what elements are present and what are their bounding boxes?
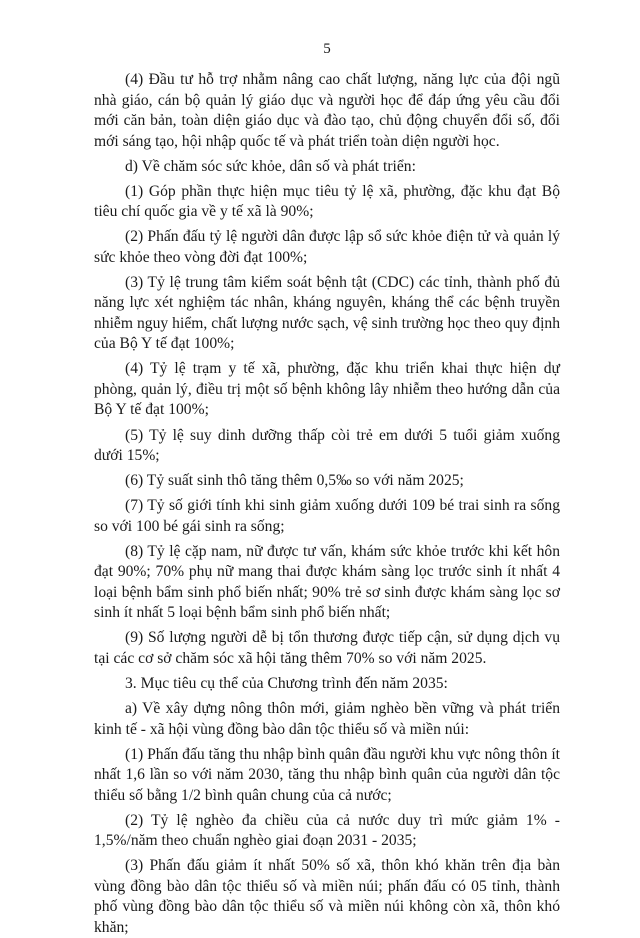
page-number: 5: [323, 41, 331, 57]
paragraph-d2: (2) Phấn đấu tỷ lệ người dân được lập sổ sức khỏe điện tử và quản lý sức khỏe theo vòng đời đạt 100%;: [94, 228, 560, 266]
paragraph-4-teacher-investment: (4) Đầu tư hỗ trợ nhằm nâng cao chất lượng, năng lực của đội ngũ nhà giáo, cán bộ quản lý giáo dục và người học để đáp ứng yêu cầu đổi mới căn bản, toàn diện giáo dục và đào tạo, chủ động chuyển đổi số, đổi mới sáng tạo, hội nhập quốc tế và phát triển toàn diện người học.: [94, 71, 560, 150]
paragraph-a3: (3) Phấn đấu giảm ít nhất 50% số xã, thôn khó khăn trên địa bàn vùng đồng bào dân tộc thiểu số và miền núi; phấn đấu có 05 tỉnh, thành phố vùng đồng bào dân tộc thiểu số và miền núi không còn xã, thôn khó khăn;: [94, 857, 560, 936]
section-a-heading: a) Về xây dựng nông thôn mới, giảm nghèo bền vững và phát triển kinh tế - xã hội vùng đồng bào dân tộc thiểu số và miền núi:: [94, 700, 560, 738]
paragraph-d8: (8) Tỷ lệ cặp nam, nữ được tư vấn, khám sức khỏe trước khi kết hôn đạt 90%; 70% phụ nữ mang thai được khám sàng lọc trước sinh ít nhất 4 loại bệnh bẩm sinh phổ biến nhất; 90% trẻ sơ sinh được khám sàng lọc sơ sinh ít nhất 5 loại bệnh bẩm sinh phổ biến nhất;: [94, 542, 560, 622]
paragraph-d3: (3) Tỷ lệ trung tâm kiểm soát bệnh tật (CDC) các tỉnh, thành phố đủ năng lực xét nghiệm tác nhân, kháng nguyên, kháng thể các bệnh truyền nhiễm nguy hiểm, chất lượng nước sạch, vệ sinh trường học theo quy định của Bộ Y tế đạt 100%;: [94, 273, 560, 353]
paragraph-a1: (1) Phấn đấu tăng thu nhập bình quân đầu người khu vực nông thôn ít nhất 1,6 lần so với năm 2030, tăng thu nhập bình quân của người dân tộc thiểu số bằng 1/2 bình quân chung của cả nước;: [94, 745, 560, 804]
paragraph-d7: (7) Tỷ số giới tính khi sinh giảm xuống dưới 109 bé trai sinh ra sống so với 100 bé gái sinh ra sống;: [94, 497, 560, 535]
section-3-heading: 3. Mục tiêu cụ thể của Chương trình đến năm 2035:: [125, 675, 448, 693]
paragraph-d9: (9) Số lượng người dễ bị tổn thương được tiếp cận, sử dụng dịch vụ tại các cơ sở chăm sóc xã hội tăng thêm 70% so với năm 2025.: [94, 629, 560, 667]
document-body: [94, 70, 560, 938]
paragraph-d6: (6) Tỷ suất sinh thô tăng thêm 0,5‰ so với năm 2025;: [125, 472, 464, 490]
paragraph-a2: (2) Tỷ lệ nghèo đa chiều của cả nước duy trì mức giảm 1% - 1,5%/năm theo chuẩn nghèo giai đoạn 2031 - 2035;: [94, 811, 560, 850]
paragraph-d1: (1) Góp phần thực hiện mục tiêu tỷ lệ xã, phường, đặc khu đạt Bộ tiêu chí quốc gia về y tế xã là 90%;: [94, 182, 560, 221]
paragraph-d5: (5) Tỷ lệ suy dinh dưỡng thấp còi trẻ em dưới 5 tuổi giảm xuống dưới 15%;: [94, 426, 560, 465]
paragraph-d4: (4) Tỷ lệ trạm y tế xã, phường, đặc khu triển khai thực hiện dự phòng, quản lý, điều trị một số bệnh không lây nhiễm theo hướng dẫn của Bộ Y tế đạt 100%;: [94, 360, 560, 419]
section-d-heading: d) Về chăm sóc sức khỏe, dân số và phát triển:: [125, 157, 416, 175]
